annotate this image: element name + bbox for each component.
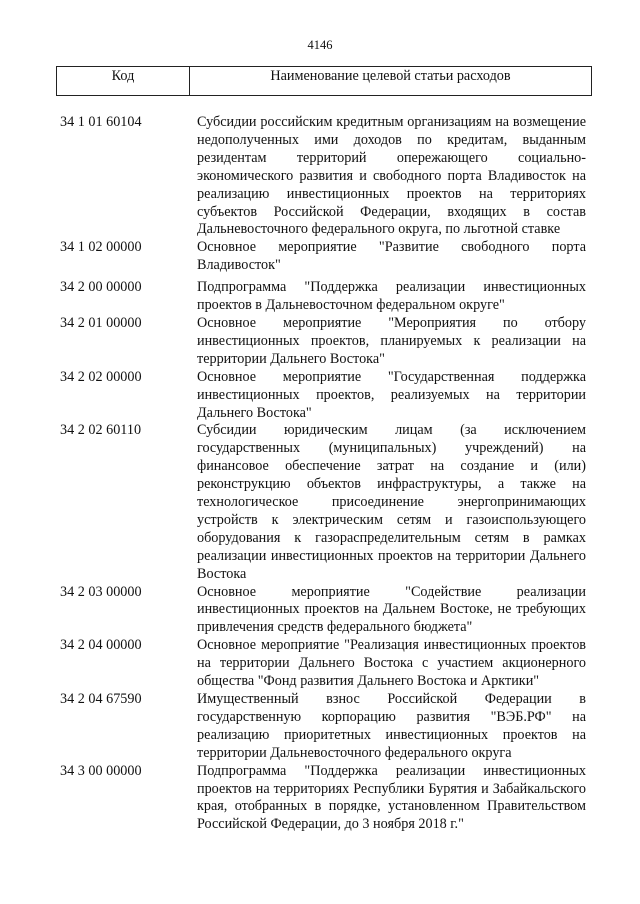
row-code: 34 1 01 60104 [60, 114, 142, 130]
budget-items-list [0, 114, 640, 834]
row-description: Субсидии российским кредитным организациям на возмещение недополученных ими доходов по кредитам, выданным резидентам территорий опережающего социально-экономического развития и свободного порта Владивосток на реализацию инвестиционных проектов на территориях субъектов Российской Федерации, входящих в состав Дальневосточного федерального округа, по льготной ставке [197, 114, 586, 238]
table-row [0, 114, 640, 239]
row-description: Подпрограмма "Поддержка реализации инвестиционных проектов в Дальневосточном федеральном округе" [197, 279, 586, 314]
row-code: 34 2 03 00000 [60, 583, 142, 600]
row-description: Основное мероприятие "Реализация инвестиционных проектов на территории Дальнего Востока с участием акционерного общества "Фонд развития Дальнего Востока и Арктики" [197, 637, 586, 690]
row-description: Основное мероприятие "Содействие реализации инвестиционных проектов на Дальнем Востоке, не требующих привлечения средств федерального бюджета" [197, 583, 586, 636]
table-row [0, 422, 640, 583]
table-header [56, 66, 592, 96]
row-code: 34 2 00 00000 [60, 279, 142, 296]
table-row [0, 637, 640, 691]
table-row [0, 279, 640, 315]
row-code: 34 2 01 00000 [60, 314, 142, 331]
table-row [0, 239, 640, 275]
row-description: Основное мероприятие "Мероприятия по отбору инвестиционных проектов, планируемых к реализации на территории Дальнего Востока" [197, 314, 586, 367]
table-row [0, 369, 640, 423]
row-code: 34 3 00 00000 [60, 762, 142, 779]
row-description: Основное мероприятие "Государственная поддержка инвестиционных проектов, реализуемых на территории Дальнего Востока" [197, 368, 586, 421]
page-number: 4146 [307, 38, 333, 52]
table-row [0, 691, 640, 763]
row-description: Основное мероприятие "Развитие свободного порта Владивосток" [197, 239, 586, 274]
row-code: 34 2 04 67590 [60, 691, 142, 707]
table-row [0, 315, 640, 369]
table-row [0, 584, 640, 638]
row-code: 34 2 02 00000 [60, 368, 142, 385]
row-code: 34 2 04 00000 [60, 637, 142, 654]
row-code: 34 1 02 00000 [60, 239, 142, 256]
row-description: Имущественный взнос Российской Федерации в государственную корпорацию развития "ВЭБ.РФ" на реализацию приоритетных инвестиционных проектов на территории Дальневосточного федерального округа [197, 691, 586, 761]
table-row [0, 763, 640, 835]
row-code: 34 2 02 60110 [60, 422, 142, 439]
row-description: Подпрограмма "Поддержка реализации инвестиционных проектов на территориях Республики Бурятия и Забайкальского края, отобранных в порядке, установленном Правительством Российской Федерации, до 3 ноября 2018 г." [197, 762, 586, 833]
column-header-name: Наименование целевой статьи расходов [270, 68, 511, 84]
row-description: Субсидии юридическим лицам (за исключением государственных (муниципальных) учреждений) на финансовое обеспечение затрат на создание и (или) реконструкцию объектов инфраструктуры, а также на технологическое присоединение энергопринимающих устройств к электрическим сетям и газоиспользующего оборудования к газораспределительным сетям в рамках реализации инвестиционных проектов на территории Дальнего Востока [197, 422, 586, 582]
column-header-code: Код [57, 67, 190, 95]
